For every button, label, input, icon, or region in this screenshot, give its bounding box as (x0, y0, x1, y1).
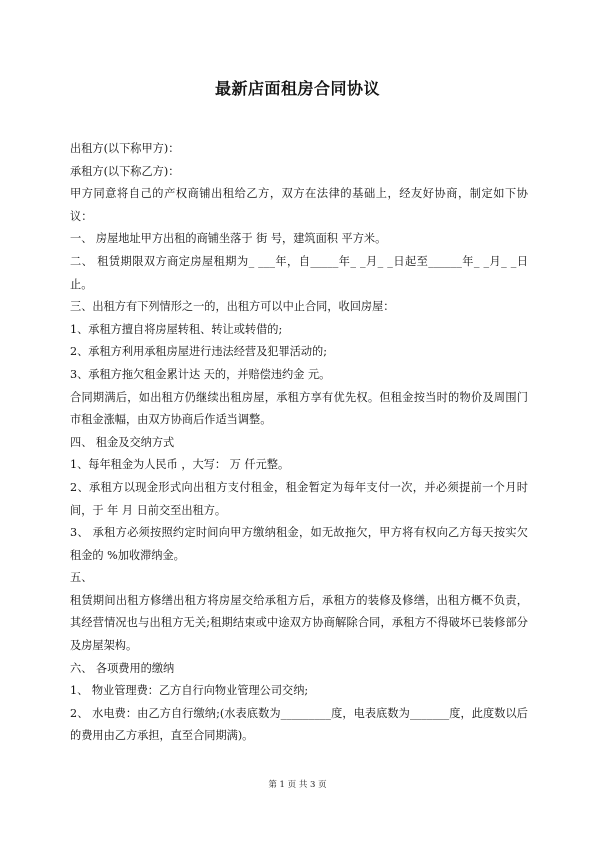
paragraph-clause-4: 四、 租金及交纳方式 (70, 435, 175, 449)
paragraph-clause-3: 三、出租方有下列情形之一的，出租方可以中止合同，收回房屋： (70, 300, 395, 314)
paragraph-clause-1: 一、 房屋地址甲方出租的商铺坐落于 街 号，建筑面积 平方米。 (70, 232, 387, 246)
document-title: 最新店面租房合同协议 (214, 79, 380, 98)
paragraph-clause-3-item-1: 1、承租方擅自将房屋转租、转让或转借的; (70, 322, 283, 336)
paragraph-renewal: 合同期满后，如出租方仍继续出租房屋，承租方享有优先权。但租金按当时的物价及周围门市租金涨幅，由双方协商后作适当调整。 (70, 390, 528, 427)
paragraph-clause-4-item-2: 2、承租方以现金形式向出租方支付租金，租金暂定为每年支付一次，并必须提前一个月时间，于 年 月 日前交至出租方。 (70, 480, 528, 517)
paragraph-lessor: 出租方(以下称甲方)： (70, 142, 180, 155)
page-number-footer: 第 1 页 共 3 页 (268, 780, 327, 790)
paragraph-clause-5-text: 租赁期间出租方修缮出租方将房屋交给承租方后，承租方的装修及修缮，出租方概不负责，其经营情况也与出租方无关;租期结束或中途双方协商解除合同，承租方不得破坏已装修部分及房屋架构。 (70, 593, 528, 653)
paragraph-clause-5: 五、 (70, 571, 93, 585)
paragraph-clause-3-item-2: 2、承租方利用承租房屋进行违法经营及犯罪活动的; (70, 345, 328, 359)
paragraph-clause-2: 二、 租赁期限双方商定房屋租期为_ ___年，自_____年_ _月_ _日起至______年_ _月_ _日止。 (70, 254, 528, 291)
paragraph-preamble: 甲方同意将自己的产权商铺出租给乙方，双方在法律的基础上，经友好协商，制定如下协议： (70, 187, 528, 223)
paragraph-clause-6: 六、 各项费用的缴纳 (70, 661, 175, 675)
paragraph-clause-6-item-2: 2、 水电费：由乙方自行缴纳;(水表底数为_________度，电表底数为_______度，此度数以后的费用由乙方承担，直至合同期满)。 (70, 706, 528, 743)
document-body (70, 138, 528, 748)
paragraph-clause-3-item-3: 3、承租方拖欠租金累计达 天的，并赔偿违约金 元。 (70, 367, 331, 381)
paragraph-clause-6-item-1: 1、 物业管理费：乙方自行向物业管理公司交纳; (70, 684, 309, 698)
paragraph-clause-4-item-3: 3、 承租方必须按照约定时间向甲方缴纳租金，如无故拖欠，甲方将有权向乙方每天按实欠租金的 %加收滞纳金。 (70, 526, 528, 562)
paragraph-clause-4-item-1: 1、每年租金为人民币 ，大写： 万 仟元整。 (70, 458, 290, 472)
paragraph-lessee: 承租方(以下称乙方)： (70, 164, 180, 178)
